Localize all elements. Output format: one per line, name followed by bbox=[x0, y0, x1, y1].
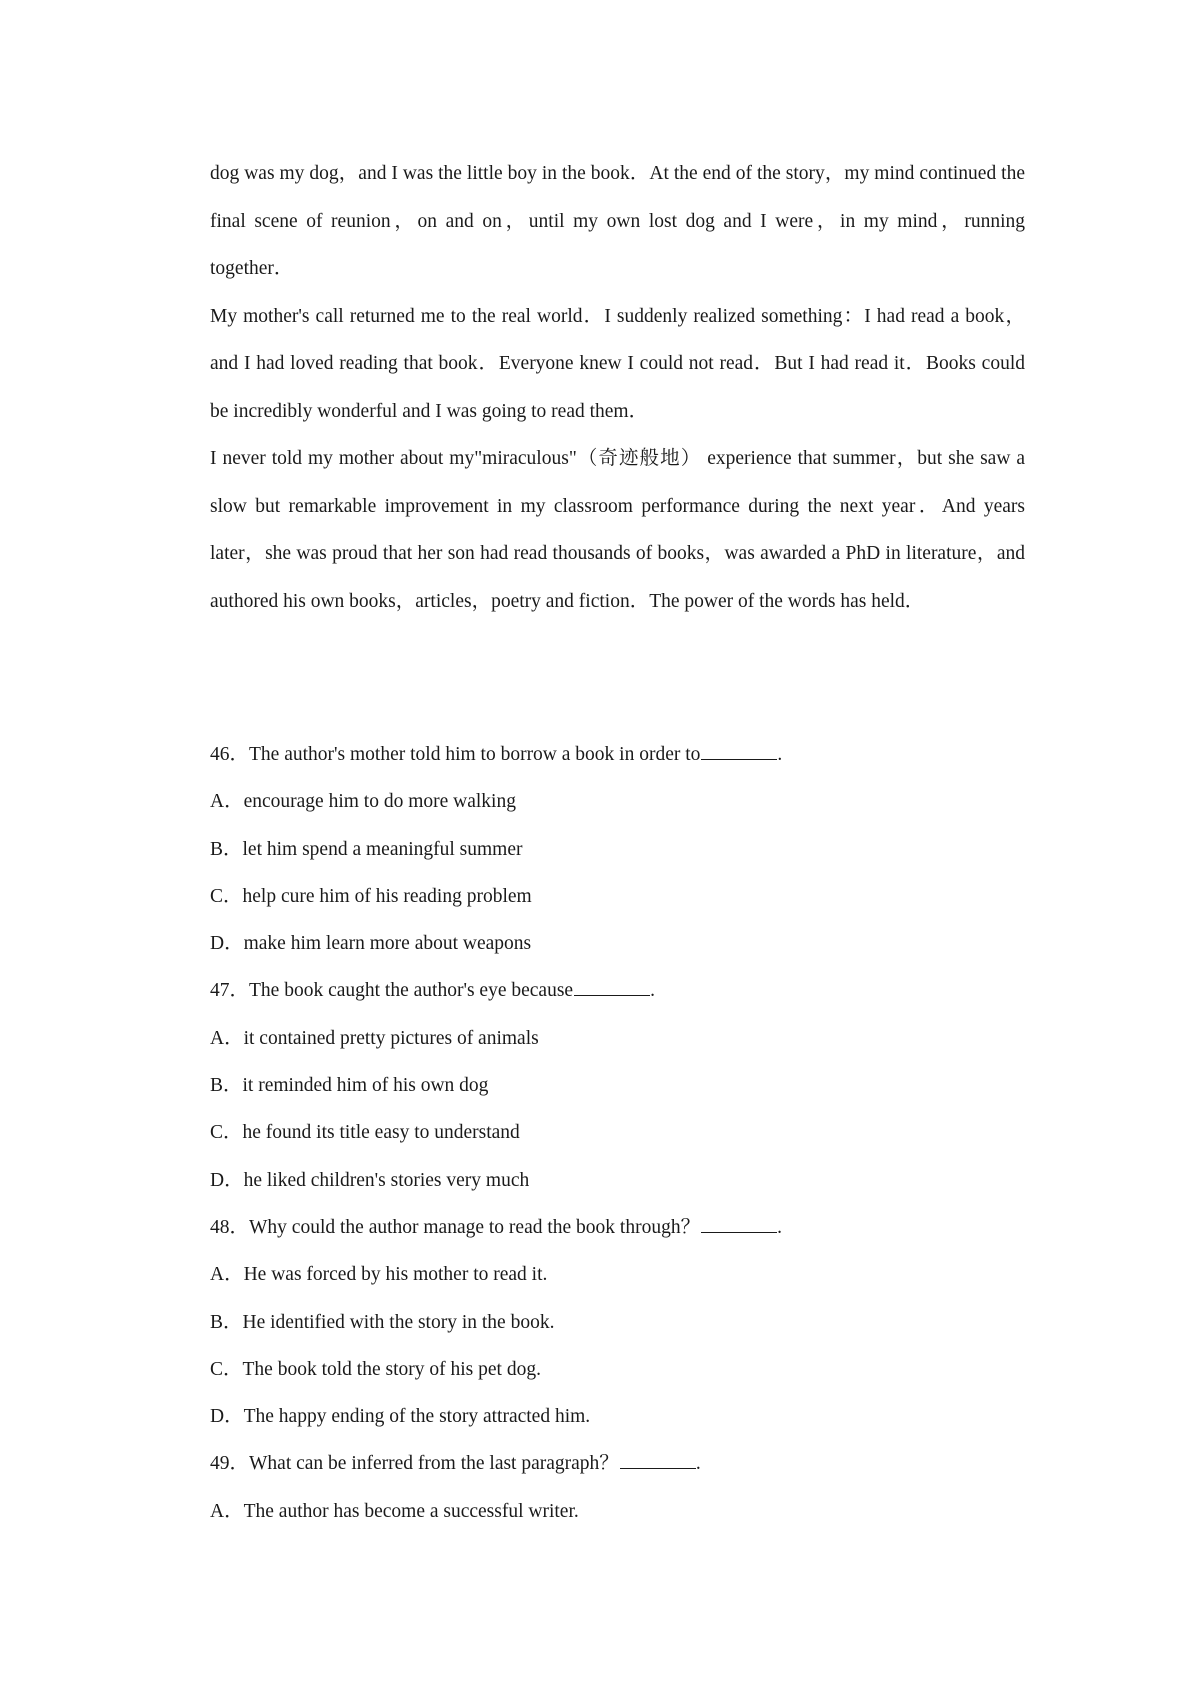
question-stem: 49．What can be inferred from the last paragraph？ . bbox=[210, 1453, 701, 1475]
option-c: C．he found its title easy to understand bbox=[210, 1122, 520, 1144]
question-stem: 46．The author's mother told him to borrow a book in order to . bbox=[210, 744, 783, 765]
option-a: A．it contained pretty pictures of animals bbox=[210, 1027, 539, 1049]
answer-blank bbox=[701, 1231, 777, 1233]
question-49 bbox=[210, 1440, 1025, 1535]
option-b: B．it reminded him of his own dog bbox=[210, 1075, 489, 1097]
question-48 bbox=[210, 1204, 1025, 1440]
question-list bbox=[210, 731, 1025, 1535]
reading-passage bbox=[210, 150, 1025, 625]
option-d: D．The happy ending of the story attracted him. bbox=[210, 1406, 591, 1428]
option-c: C．The book told the story of his pet dog. bbox=[210, 1358, 541, 1380]
option-d: D．he liked children's stories very much bbox=[210, 1169, 530, 1191]
answer-blank bbox=[620, 1467, 696, 1469]
answer-blank bbox=[574, 994, 650, 996]
option-a: A．He was forced by his mother to read it. bbox=[210, 1264, 548, 1286]
option-b: B．He identified with the story in the book. bbox=[210, 1311, 555, 1333]
passage-paragraph: dog was my dog，and I was the little boy in the book．At the end of the story，my mind continued the final scene of reunion，on and on，until my own lost dog and I were，in my mind，running together． bbox=[210, 163, 1025, 279]
passage-paragraph: My mother's call returned me to the real world．I suddenly realized something：I had read a book，and I had loved reading that book．Everyone knew I could not read．But I had read it．Books could be incredibly wonderful and I was going to read them． bbox=[210, 305, 1025, 422]
option-a: A．encourage him to do more walking bbox=[210, 791, 516, 813]
question-stem: 47．The book caught the author's eye because . bbox=[210, 980, 655, 1002]
option-a: A．The author has become a successful writer. bbox=[210, 1500, 579, 1522]
answer-blank bbox=[701, 758, 777, 760]
question-47 bbox=[210, 967, 1025, 1203]
option-c: C．help cure him of his reading problem bbox=[210, 885, 532, 907]
question-46 bbox=[210, 731, 1025, 967]
option-b: B．let him spend a meaningful summer bbox=[210, 838, 523, 860]
question-stem: 48．Why could the author manage to read the book through？ . bbox=[210, 1216, 782, 1238]
option-d: D．make him learn more about weapons bbox=[210, 933, 532, 955]
passage-paragraph: I never told my mother about my"miraculous"（奇迹般地） experience that summer，but she saw a slow but remarkable improvement in my classroom performance during the next year．And years later，she was proud that her son had read thousands of books，was awarded a PhD in literature，and authored his own books，articles，poetry and fiction．The power of the words has held． bbox=[210, 448, 1025, 612]
